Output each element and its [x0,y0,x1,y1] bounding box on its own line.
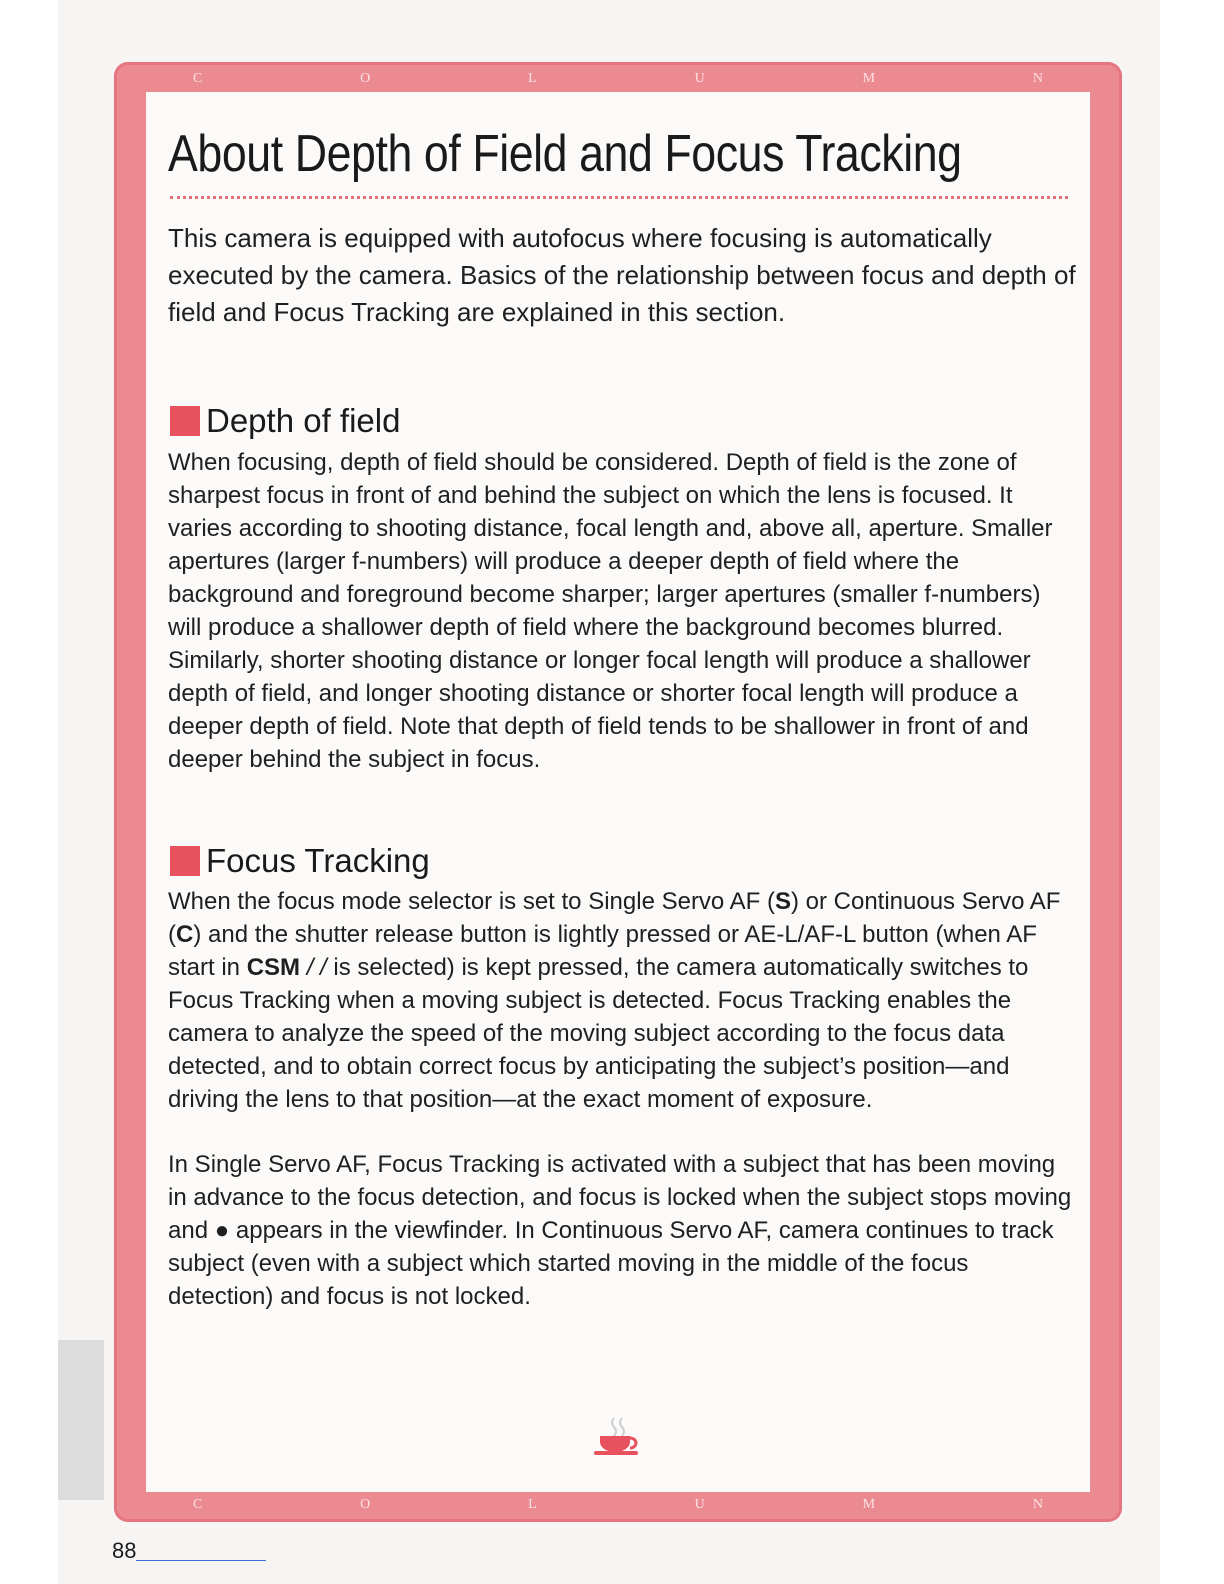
csm-number: / / [306,954,327,981]
csm-label: CSM [246,954,301,981]
focus-tracking-heading [170,842,430,880]
page-number: 88 [112,1538,137,1563]
focus-tracking-paragraph-1 [168,885,1080,1116]
band-letter: M [862,1497,876,1512]
depth-of-field-heading [170,402,400,440]
footer-rule [136,1560,266,1561]
column-band-bottom [114,1490,1122,1520]
page-title: About Depth of Field and Focus Tracking [168,125,962,183]
column-band-top [114,64,1122,94]
mode-s-label: S [774,888,791,915]
text-run: is selected) is kept pressed, the camera automatically switches to Focus Tracking when a moving subject is detected. Focus Tracking enables the camera to analyze the speed of the moving subject according to the focus data detected, and to obtain correct focus by anticipating the subject’s position—and driving the lens to that position—at the exact moment of exposure. [168,954,1029,1113]
text-run: In Single Servo AF, Focus Tracking is activated with a subject that has been moving in advance to the focus detection, and focus is locked when the subject stops moving and [168,1151,1072,1244]
band-letter: O [360,71,371,86]
text-run: appears in the viewfinder. In Continuous Servo AF, camera continues to track subject (even with a subject which started moving in the middle of the focus detection) and focus is not locked. [168,1217,1054,1310]
intro-paragraph: This camera is equipped with autofocus where focusing is automatically executed by the camera. Basics of the relationship between focus and depth of field and Focus Tracking are explained in this section. [168,223,1076,327]
title-dotted-rule [170,196,1068,199]
band-letter: L [528,71,537,86]
depth-of-field-heading-text: Depth of field [206,402,401,439]
page-margin-left [0,0,58,1584]
section-marker-icon [170,846,200,876]
band-letter: O [360,1497,371,1512]
focus-indicator-dot-icon: ● [214,1217,230,1244]
text-run: ) and the shutter release button is lightly pressed or AE-L/AF-L button (when AF start in [168,921,1037,981]
band-letter: M [862,71,876,86]
depth-of-field-paragraph: When focusing, depth of field should be considered. Depth of field is the zone of sharpest focus in front of and behind the subject on which the lens is focused. It varies according to shooting distance, focal length and, above all, aperture. Smaller apertures (larger f-numbers) will produce a deeper depth of field where the background and foreground become sharper; larger apertures (smaller f-numbers) will produce a shallower depth of field where the background becomes blurred. Similarly, shorter shooting distance or longer focal length will produce a shallower depth of field, and longer shooting distance or shorter focal length will produce a deeper depth of field. Note that depth of field tends to be shallower in front of and deeper behind the subject in focus. [168,449,1053,773]
text-run: ) or Continuous Servo AF ( [168,888,1061,948]
section-marker-icon [170,406,200,436]
band-letter: C [192,71,203,86]
focus-tracking-paragraph-2 [168,1148,1080,1313]
band-letter: U [694,71,705,86]
band-letter: N [1032,71,1044,86]
band-letter: N [1032,1497,1044,1512]
band-letter: C [192,1497,203,1512]
text-run: When the focus mode selector is set to Single Servo AF ( [168,888,775,915]
focus-tracking-heading-text: Focus Tracking [206,842,430,879]
coffee-cup-icon [592,1416,644,1456]
side-index-tab [58,1340,104,1500]
band-letter: L [528,1497,537,1512]
band-letter: U [694,1497,705,1512]
mode-c-label: C [176,921,194,948]
